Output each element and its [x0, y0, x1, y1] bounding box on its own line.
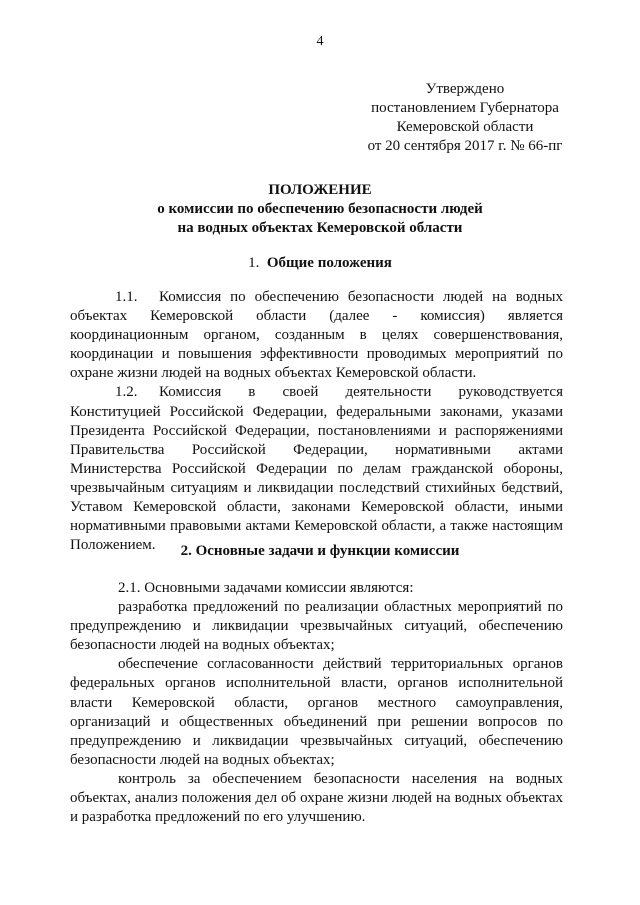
paragraph-2-1-item-2: обеспечение согласованности действий территориальных органов федеральных органов исполнительной власти, органов исполнительной власти Кемеровской области, органов местного самоуправления, организаций и общественных объединений при решении вопросов по предупреждению и ликвидации чрезвычайных ситуаций, обеспечению безопасности людей на водных объектах; — [70, 656, 563, 768]
paragraph-2-1-item-1: разработка предложений по реализации областных мероприятий по предупреждению и ликвидации чрезвычайных ситуаций, обеспечению безопасности людей на водных объектах; — [70, 599, 563, 654]
paragraph-2-1: 2.1. Основными задачами комиссии являются: — [118, 580, 414, 596]
paragraph-1-1 — [70, 288, 563, 383]
section-1-title: Общие положения — [266, 255, 392, 271]
section-2-body — [70, 579, 563, 827]
approval-line-3: Кемеровской области — [396, 119, 534, 135]
paragraph-1-2 — [70, 383, 563, 555]
paragraph-2-1-item-3: контроль за обеспечением безопасности населения на водных объектах, анализ положения дел об охране жизни людей на водных объектах и разработка предложений по его улучшению. — [70, 770, 563, 826]
page-number: 4 — [316, 34, 324, 49]
approval-stamp — [330, 80, 600, 156]
approval-line-1: Утверждено — [425, 81, 505, 97]
section-1-number: 1. — [248, 255, 260, 271]
paragraph-1-1-text: Комиссия по обеспечению безопасности людей на водных объектах Кемеровской области (далее - комиссия) является координационным органом, созданным в целях совершенствования, координации и повышения эффективности проводимых мероприятий по охране жизни людей на водных объектах Кемеровской области. — [70, 289, 563, 382]
paragraph-1-1-number: 1.1. — [115, 289, 138, 305]
section-2-title: Основные задачи и функции комиссии — [195, 543, 460, 559]
paragraph-1-2-text: Комиссия в своей деятельности руководствуется Конституцией Российской Федерации, федеральными законами, указами Президента Российской Федерации, постановлениями и распоряжениями Правительства Российской Федерации, нормативными актами Министерства Российской Федерации по делам гражданской обороны, чрезвычайным ситуациям и ликвидации последствий стихийных бедствий, Уставом Кемеровской области, законами Кемеровской области, иными нормативными правовыми актами Кемеровской области, а также настоящим Положением. — [70, 384, 563, 554]
approval-line-2: постановлением Губернатора — [371, 100, 559, 116]
section-1-body — [70, 288, 563, 555]
section-2-number: 2. — [180, 543, 192, 559]
title-line-2: о комиссии по обеспечению безопасности людей — [157, 201, 483, 217]
section-1-heading — [0, 255, 640, 272]
title-line-1: ПОЛОЖЕНИЕ — [268, 182, 372, 198]
approval-line-4: от 20 сентября 2017 г. № 66-пг — [367, 138, 563, 154]
title-line-3: на водных объектах Кемеровской области — [177, 220, 463, 236]
section-2-heading — [0, 543, 640, 560]
paragraph-1-2-number: 1.2. — [115, 384, 138, 401]
document-title — [0, 181, 640, 238]
